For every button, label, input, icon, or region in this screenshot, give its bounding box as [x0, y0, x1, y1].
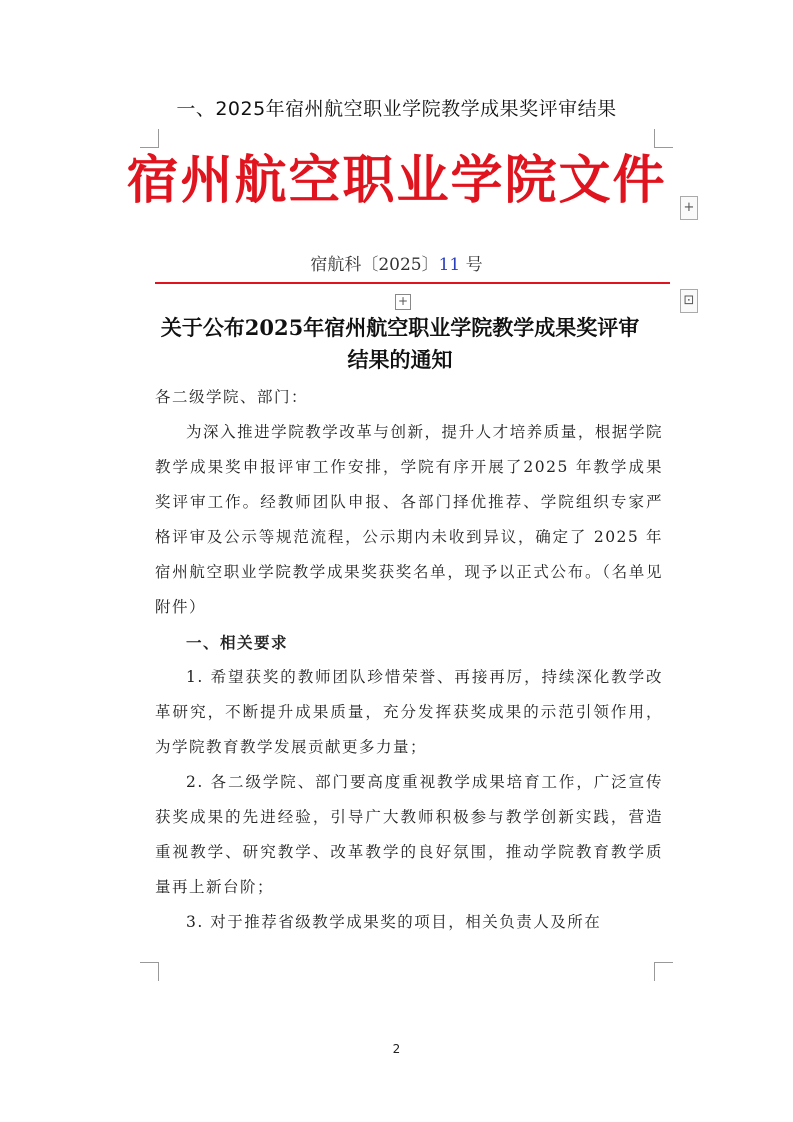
- requirement-item: 1. 希望获奖的教师团队珍惜荣誉、再接再厉，持续深化教学改革研究，不断提升成果质量，充分发挥获奖成果的示范引领作用，为学院教育教学发展贡献更多力量；: [155, 668, 663, 756]
- document-number-value: 11: [438, 255, 461, 275]
- layout-options-icon[interactable]: ⊡: [680, 289, 698, 313]
- intro-paragraph: 为深入推进学院教学改革与创新，提升人才培养质量，根据学院教学成果奖申报评审工作安排，学院有序开展了2025 年教学成果奖评审工作。经教师团队申报、各部门择优推荐、学院组织专家严格评审及公示等规范流程，公示期内未收到异议，确定了 2025 年宿州航空职业学院教学成果奖获奖名单，现予以正式公布。（名单见附件）: [155, 423, 663, 616]
- document-body: [155, 380, 663, 940]
- page-number: 2: [392, 1042, 401, 1056]
- document-red-header: 宿州航空职业学院文件: [126, 150, 667, 211]
- red-divider-line: [155, 282, 670, 284]
- document-number: [0, 250, 793, 275]
- notice-title-line2: 结果的通知: [347, 347, 453, 372]
- plus-anchor-icon[interactable]: +: [395, 294, 411, 310]
- crop-mark-bottom-right: [654, 962, 673, 981]
- section-heading-requirements: 一、相关要求: [186, 633, 289, 652]
- document-number-prefix: 宿航科〔2025〕: [310, 255, 439, 275]
- document-number-suffix: 号: [460, 255, 483, 275]
- crop-mark-bottom-left: [140, 962, 159, 981]
- plus-icon[interactable]: +: [680, 196, 698, 220]
- notice-title: [150, 312, 650, 376]
- requirement-item: 3. 对于推荐省级教学成果奖的项目，相关负责人及所在: [186, 913, 602, 931]
- requirement-item: 2. 各二级学院、部门要高度重视教学成果培育工作，广泛宣传获奖成果的先进经验，引导广大教师积极参与教学创新实践，营造重视教学、研究教学、改革教学的良好氛围，推动学院教育教学质量再上新台阶；: [155, 773, 663, 896]
- notice-title-line1: 关于公布2025年宿州航空职业学院教学成果奖评审: [160, 315, 640, 340]
- salutation: 各二级学院、部门：: [155, 388, 309, 406]
- section-heading: 一、2025年宿州航空职业学院教学成果奖评审结果: [176, 98, 617, 120]
